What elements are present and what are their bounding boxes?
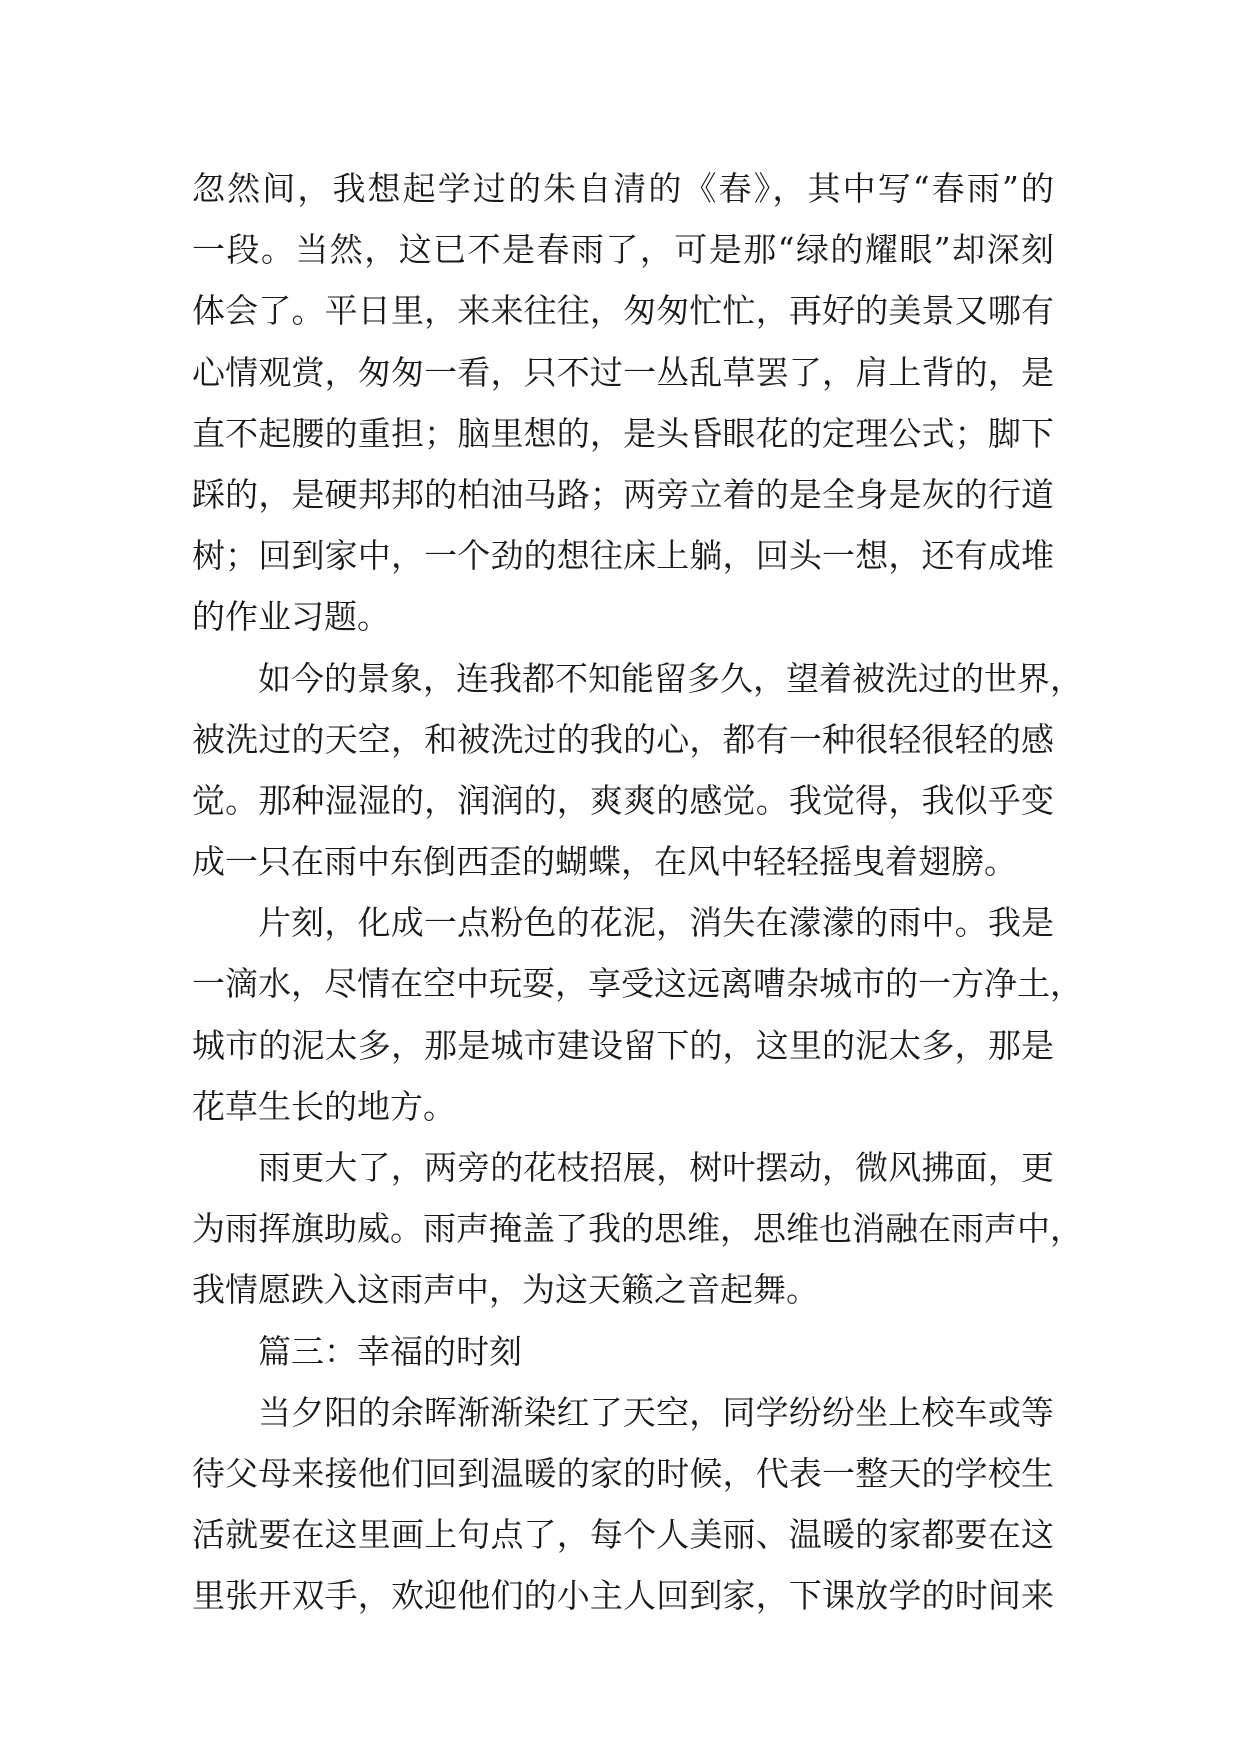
text-line: 花草生长的地方。 (192, 1086, 456, 1126)
text-line: 的作业习题。 (192, 597, 390, 637)
text-line: 为雨挥旗助威。雨声掩盖了我的思维，思维也消融在雨声中， (192, 1209, 1083, 1249)
paragraph-first-line: 当夕阳的余晖渐渐染红了天空，同学纷纷坐上校车或等 (258, 1392, 1054, 1432)
document-body (192, 158, 1083, 1627)
paragraph-first-line: 片刻，化成一点粉色的花泥，消失在濛濛的雨中。我是 (258, 903, 1054, 943)
text-line: 心情观赏，匆匆一看，只不过一丛乱草罢了，肩上背的，是 (192, 352, 1054, 392)
paragraph-first-line: 篇三：幸福的时刻 (258, 1331, 522, 1371)
text-line: 我情愿跌入这雨声中，为这天籁之音起舞。 (192, 1270, 819, 1310)
text-line: 待父母来接他们回到温暖的家的时候，代表一整天的学校生 (192, 1453, 1054, 1493)
text-line: 被洗过的天空，和被洗过的我的心，都有一种很轻很轻的感 (192, 719, 1054, 759)
paragraph-first-line: 雨更大了，两旁的花枝招展，树叶摆动，微风拂面，更 (258, 1148, 1054, 1187)
text-line: 觉。那种湿湿的，润润的，爽爽的感觉。我觉得，我似乎变 (192, 780, 1054, 820)
text-line: 直不起腰的重担；脑里想的，是头昏眼花的定理公式；脚下 (192, 413, 1054, 453)
text-line: 一段。当然，这已不是春雨了，可是那“绿的耀眼”却深刻 (192, 230, 1054, 270)
text-line: 活就要在这里画上句点了，每个人美丽、温暖的家都要在这 (192, 1515, 1054, 1555)
paragraph-first-line: 如今的景象，连我都不知能留多久，望着被洗过的世界， (258, 658, 1083, 698)
text-line: 树；回到家中，一个劲的想往床上躺，回头一想，还有成堆 (192, 536, 1054, 576)
text-line: 成一只在雨中东倒西歪的蝴蝶，在风中轻轻摇曳着翅膀。 (192, 842, 1017, 882)
text-line: 城市的泥太多，那是城市建设留下的，这里的泥太多，那是 (192, 1025, 1054, 1065)
text-line: 体会了。平日里，来来往往，匆匆忙忙，再好的美景又哪有 (192, 291, 1054, 331)
text-line: 里张开双手，欢迎他们的小主人回到家，下课放学的时间来 (192, 1576, 1054, 1616)
text-line: 一滴水，尽情在空中玩耍，享受这远离嘈杂城市的一方净土， (192, 964, 1083, 1004)
text-line: 忽然间，我想起学过的朱自清的《春》，其中写“春雨”的 (192, 169, 1054, 208)
text-line: 踩的，是硬邦邦的柏油马路；两旁立着的是全身是灰的行道 (192, 474, 1054, 514)
